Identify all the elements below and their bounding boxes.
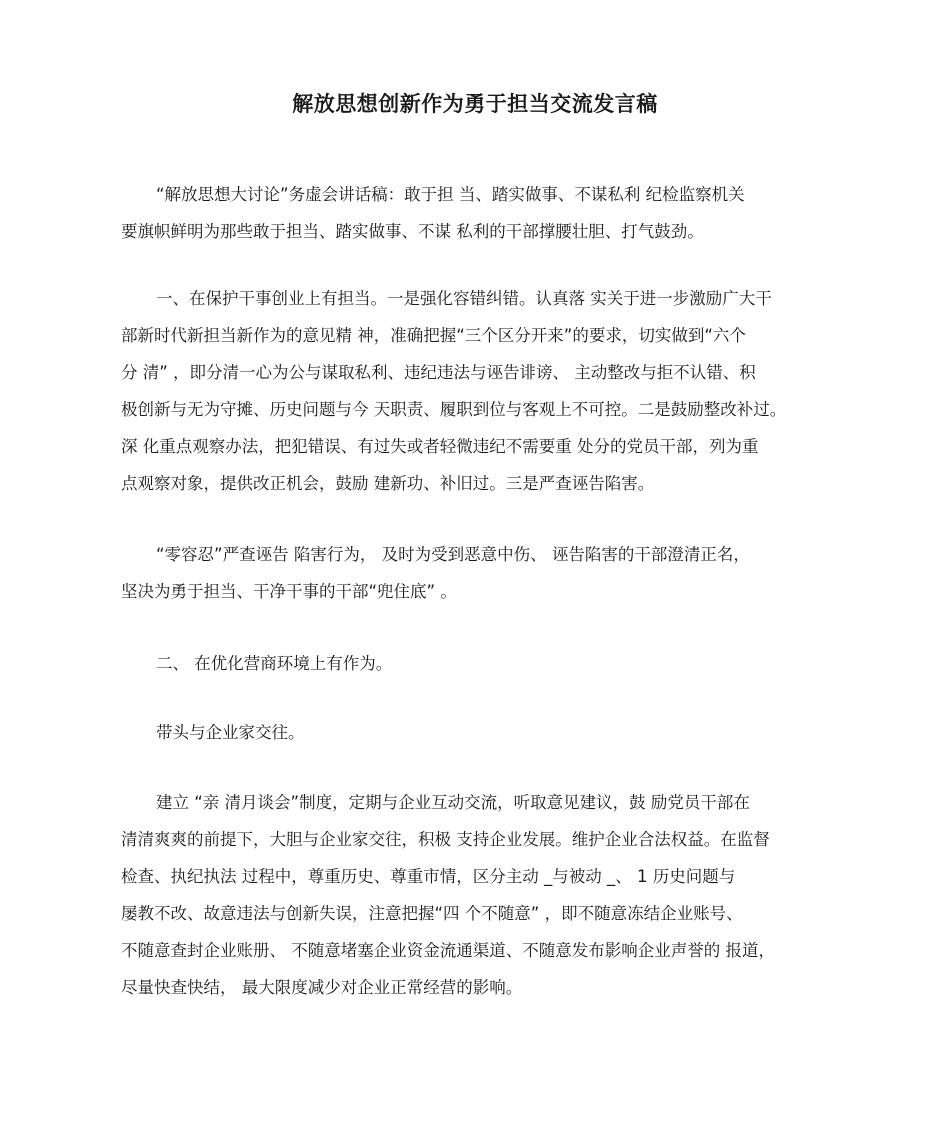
paragraph-line: 尽量快查快结， 最大限度减少对企业正常经营的影响。: [121, 978, 523, 997]
paragraph-line: 深 化重点观察办法，把犯错误、有过失或者轻微违纪不需要重 处分的党员干部，列为重: [121, 437, 759, 456]
paragraph-line: 部新时代新担当新作为的意见精 神，准确把握“三个区分开来”的要求，切实做到“六个: [121, 326, 746, 345]
paragraph-line: 带头与企业家交往。: [156, 723, 305, 742]
paragraph-line: 不随意查封企业账册、 不随意堵塞企业资金流通渠道、不随意发布影响企业声誉的 报道，: [121, 941, 775, 960]
paragraph-line: 屡教不改、故意违法与创新失误，注意把握“四 个不随意” ，即不随意冻结企业账号、: [121, 904, 743, 923]
paragraph-line: 极创新与无为守摊、历史问题与今 天职责、履职到位与客观上不可控。二是鼓励整改补过。: [121, 400, 787, 419]
paragraph-line: “解放思想大讨论”务虚会讲话稿：敢于担 当、踏实做事、不谋私利 纪检监察机关: [156, 185, 745, 204]
paragraph-3: [121, 536, 833, 610]
paragraph-4: [121, 645, 833, 682]
paragraph-line: 二、 在优化营商环境上有作为。: [156, 654, 393, 673]
paragraph-line: 建立 “亲 清月谈会”制度，定期与企业互动交流，听取意见建议，鼓 励党员干部在: [156, 793, 750, 812]
paragraph-line: 分 清” ，即分清一心为公与谋取私利、违纪违法与诬告诽谤、 主动整改与拒不认错、积: [121, 363, 756, 382]
paragraph-6: [121, 784, 833, 1006]
paragraph-line: “零容忍”严查诬告 陷害行为， 及时为受到恶意中伤、 诬告陷害的干部澄清正名，: [156, 545, 750, 564]
paragraph-line: 检查、执纪执法 过程中，尊重历史、尊重市情，区分主动 _与被动 _、 1 历史问题与: [121, 867, 736, 886]
paragraph-2: [121, 280, 833, 502]
paragraph-line: 一、在保护干事创业上有担当。一是强化容错纠错。认真落 实关于进一步激励广大干: [156, 289, 772, 308]
paragraph-line: 清清爽爽的前提下，大胆与企业家交往，积极 支持企业发展。维护企业合法权益。在监督: [121, 830, 770, 849]
paragraph-line: 点观察对象，提供改正机会，鼓励 建新功、补旧过。三是严查诬告陷害。: [121, 474, 655, 493]
paragraph-1: [121, 176, 833, 250]
paragraph-line: 要旗帜鲜明为那些敢于担当、踏实做事、不谋 私利的干部撑腰壮胆、打气鼓劲。: [121, 222, 704, 241]
document-title: 解放思想创新作为勇于担当交流发言稿: [292, 92, 658, 116]
paragraph-line: 坚决为勇于担当、干净干事的干部“兜住底” 。: [121, 582, 457, 601]
paragraph-5: [121, 714, 833, 751]
